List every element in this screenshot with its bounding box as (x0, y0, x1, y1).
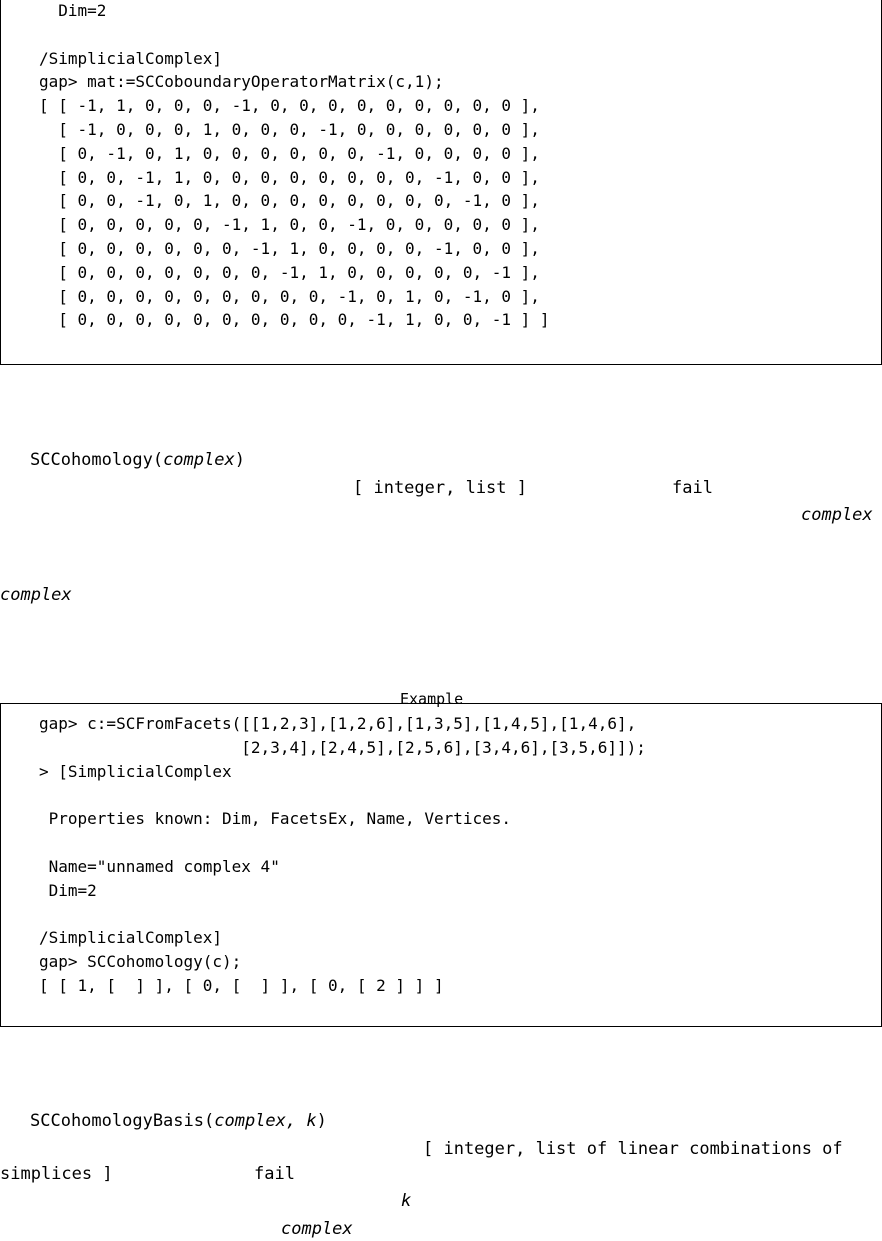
code-line: > [SimplicialComplex (39, 761, 232, 781)
code-block-matrix (0, 0, 882, 365)
code-line: [ [ 1, [ ] ], [ 0, [ ] ], [ 0, [ 2 ] ] ] (39, 975, 444, 995)
code-line: [ -1, 0, 0, 0, 1, 0, 0, 0, -1, 0, 0, 0, 0, 0, 0 ], (39, 119, 540, 139)
code-line: [ 0, 0, -1, 0, 1, 0, 0, 0, 0, 0, 0, 0, 0, -1, 0 ], (39, 191, 540, 211)
code-line (39, 783, 646, 807)
return-type-line1: [ integer, list of linear combinations of (423, 1139, 843, 1159)
code-line (39, 902, 646, 926)
code-line: [ 0, 0, 0, 0, 0, 0, 0, 0, 0, 0, -1, 1, 0, 0, -1 ] ] (39, 310, 550, 330)
function-signature-sccohomologybasis (30, 1111, 327, 1131)
code-line: Name="unnamed complex 4" (39, 856, 280, 876)
code-listing-example (39, 712, 646, 998)
argument-complex: complex, (214, 1111, 297, 1131)
code-listing-matrix (39, 0, 550, 332)
fail-keyword: fail (672, 478, 713, 498)
code-line: gap> SCCohomology(c); (39, 951, 242, 971)
fail-keyword: fail (254, 1164, 295, 1184)
argument-ref-k: k (401, 1191, 412, 1211)
argument-complex: complex (163, 450, 235, 470)
code-line: gap> c:=SCFromFacets([[1,2,3],[1,2,6],[1,3,5],[1,4,5],[1,4,6], (39, 714, 637, 733)
signature-close: ) (316, 1111, 327, 1131)
code-block-example (0, 703, 882, 1027)
function-name: SCCohomologyBasis( (30, 1111, 215, 1131)
code-line: [ 0, 0, 0, 0, 0, 0, 0, 0, 0, -1, 0, 1, 0, -1, 0 ], (39, 286, 540, 306)
code-line: [ 0, 0, 0, 0, 0, 0, -1, 1, 0, 0, 0, 0, -1, 0, 0 ], (39, 238, 540, 258)
code-line: [ 0, -1, 0, 1, 0, 0, 0, 0, 0, 0, -1, 0, 0, 0, 0 ], (39, 143, 540, 163)
code-line: /SimplicialComplex] (39, 928, 223, 948)
code-line (39, 23, 550, 47)
function-name: SCCohomology( (30, 450, 164, 470)
argument-ref-complex: complex (0, 585, 72, 605)
code-line (39, 831, 646, 855)
function-signature-sccohomology (30, 450, 245, 470)
code-line: [2,3,4],[2,4,5],[2,5,6],[3,4,6],[3,5,6]]); (39, 737, 646, 757)
signature-close: ) (234, 450, 245, 470)
code-line: Properties known: Dim, FacetsEx, Name, Vertices. (39, 809, 512, 829)
code-line: [ 0, 0, -1, 1, 0, 0, 0, 0, 0, 0, 0, 0, -1, 0, 0 ], (39, 167, 540, 187)
return-type-line2: simplices ] (0, 1164, 113, 1184)
return-type: [ integer, list ] (353, 478, 527, 498)
code-line: [ 0, 0, 0, 0, 0, -1, 1, 0, 0, -1, 0, 0, 0, 0, 0 ], (39, 215, 540, 235)
code-line: Dim=2 (39, 880, 97, 900)
code-line: /SimplicialComplex] (39, 48, 223, 68)
code-line: gap> mat:=SCCoboundaryOperatorMatrix(c,1); (39, 72, 444, 92)
example-label: Example (394, 690, 469, 708)
code-line: Dim=2 (39, 1, 107, 20)
argument-ref-complex: complex (281, 1219, 353, 1239)
code-line: [ 0, 0, 0, 0, 0, 0, 0, -1, 1, 0, 0, 0, 0, 0, -1 ], (39, 262, 540, 282)
code-line: [ [ -1, 1, 0, 0, 0, -1, 0, 0, 0, 0, 0, 0, 0, 0, 0 ], (39, 96, 540, 116)
argument-ref-complex: complex (801, 505, 873, 525)
argument-k: k (306, 1111, 317, 1131)
